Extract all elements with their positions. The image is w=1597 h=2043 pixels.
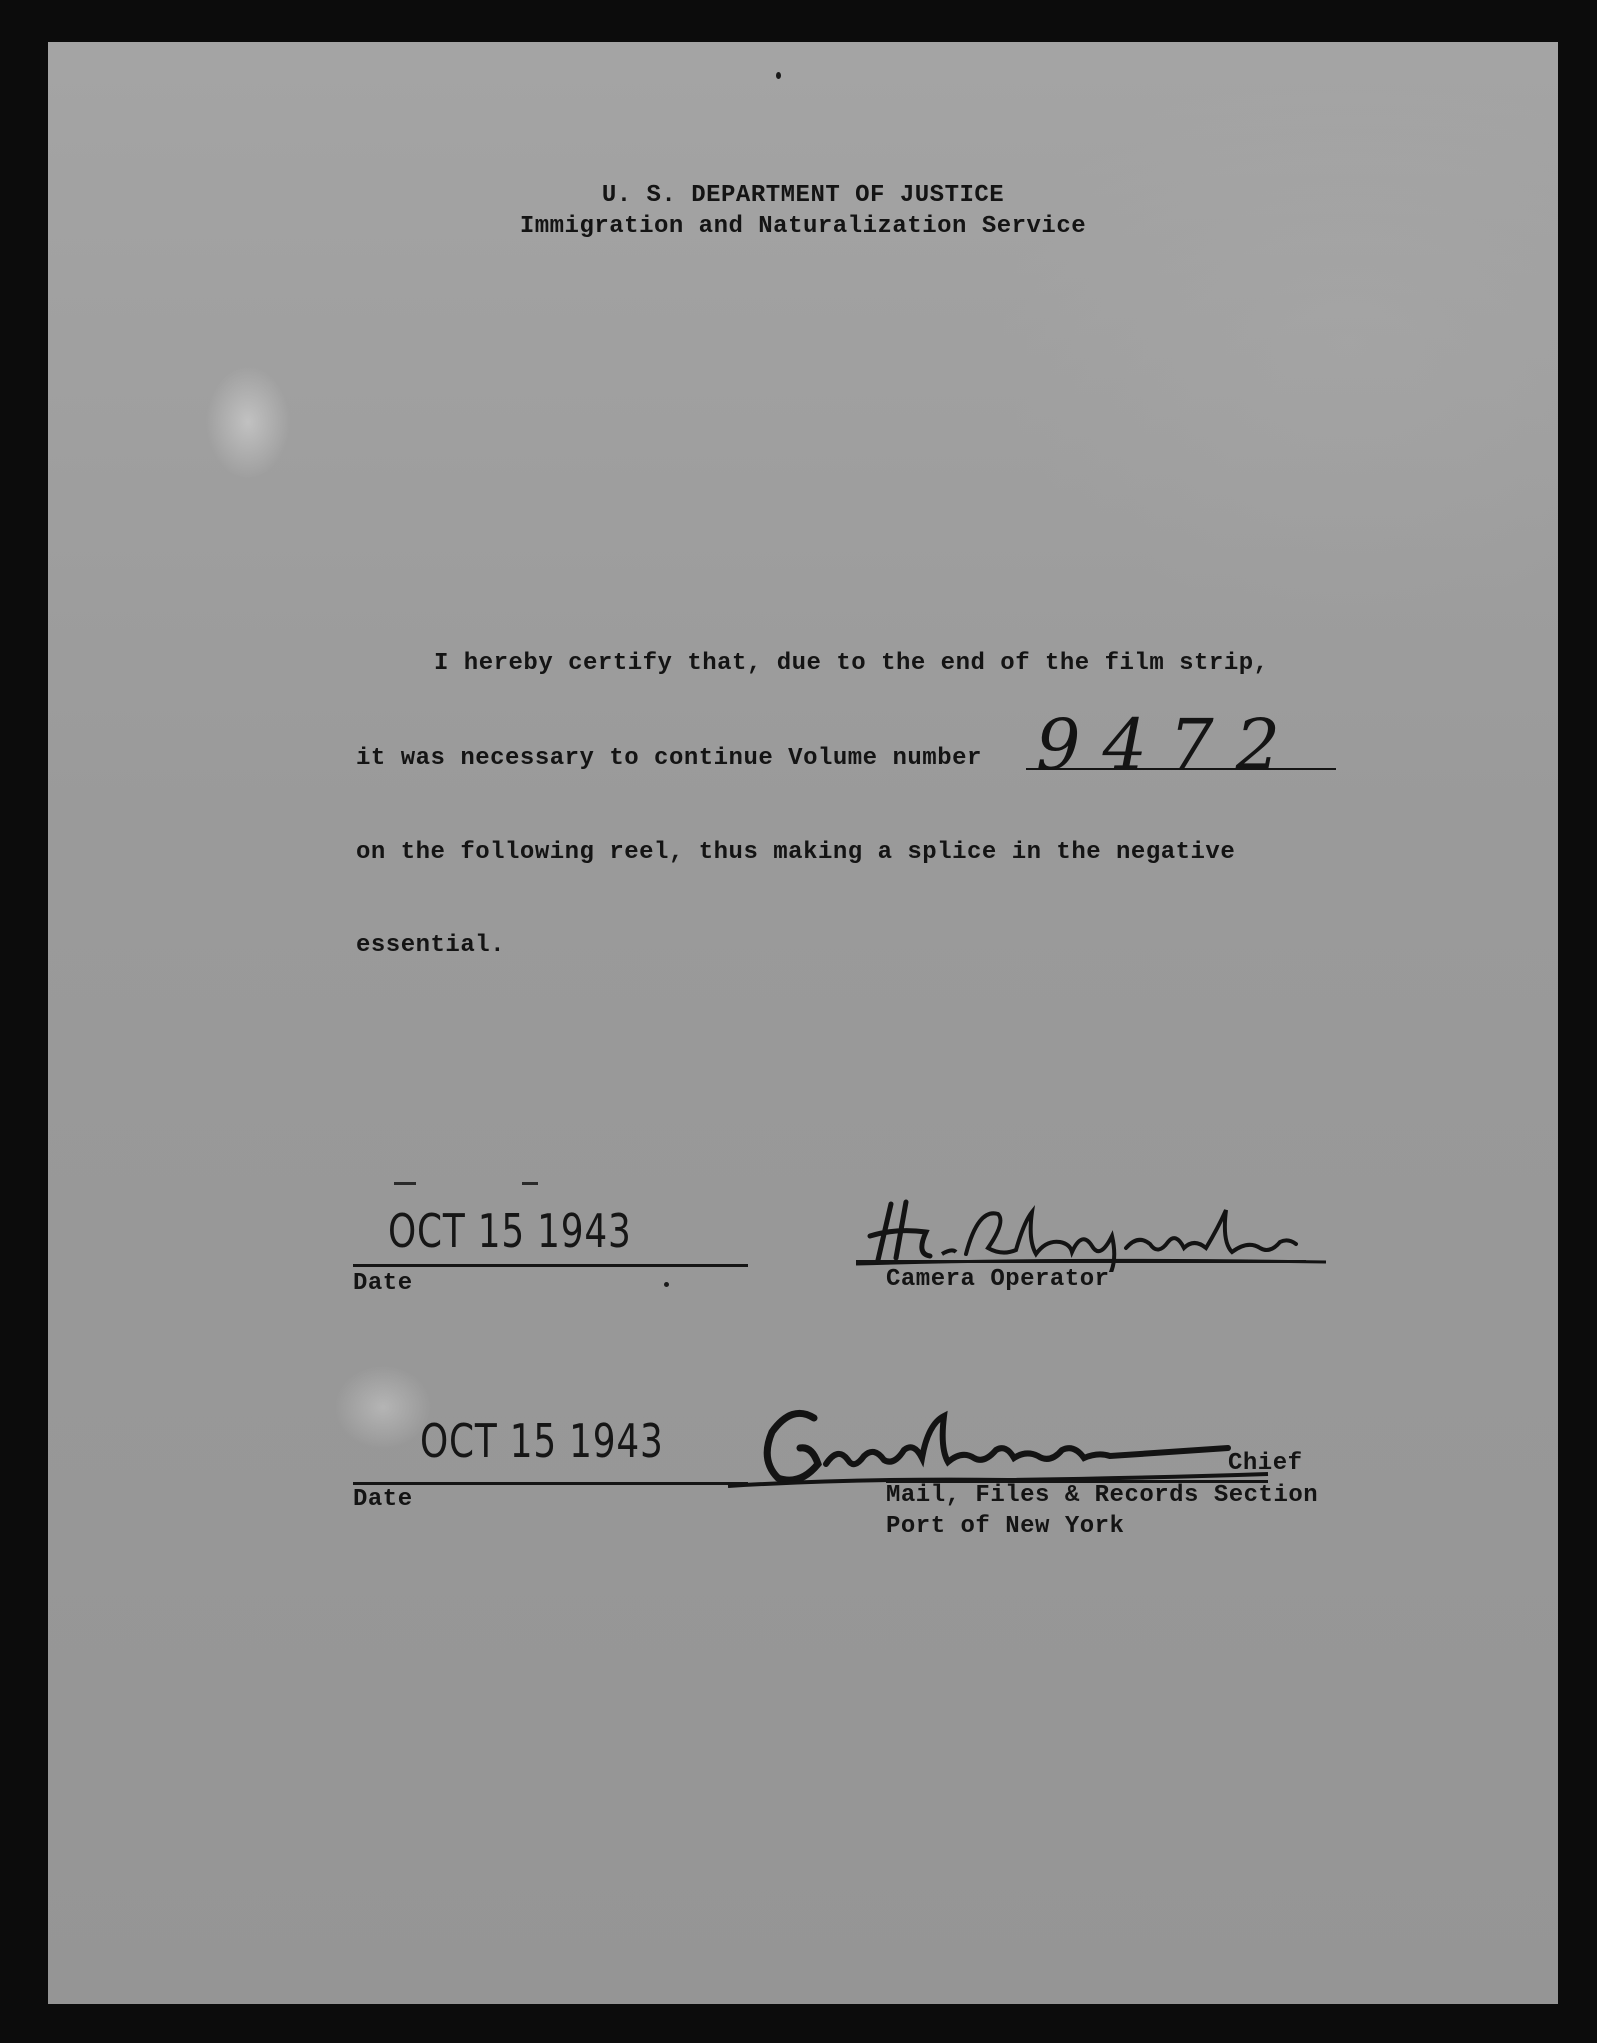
ink-speck — [664, 1282, 669, 1287]
certificate-line-3: on the following reel, thus making a splice in the negative — [356, 839, 1236, 866]
document-page — [48, 42, 1558, 2004]
agency-subtitle: Immigration and Naturalization Service — [519, 213, 1087, 240]
certificate-line-1: I hereby certify that, due to the end of the film strip, — [434, 650, 1269, 677]
camera-operator-title: Camera Operator — [886, 1266, 1110, 1293]
date-stamp-camera: OCT 15 1943 — [388, 1204, 632, 1258]
stamp-smudge — [522, 1182, 538, 1185]
ink-speck — [776, 72, 781, 79]
section-title: Mail, Files & Records Section — [886, 1482, 1319, 1509]
certificate-line-4: essential. — [356, 932, 506, 959]
stamp-smudge — [394, 1182, 416, 1185]
date-line-chief — [353, 1482, 748, 1485]
port-title: Port of New York — [886, 1513, 1125, 1540]
agency-title: U. S. DEPARTMENT OF JUSTICE — [601, 182, 1005, 209]
date-label-camera: Date — [353, 1270, 413, 1297]
chief-signature — [708, 1394, 1308, 1494]
date-stamp-chief: OCT 15 1943 — [420, 1414, 664, 1468]
signature-line-camera — [856, 1260, 1306, 1263]
chief-title: Chief — [1228, 1450, 1303, 1477]
date-line-camera — [353, 1264, 748, 1267]
date-label-chief: Date — [353, 1486, 413, 1513]
volume-number-handwritten: 9472 — [1036, 704, 1303, 786]
certificate-line-2: it was necessary to continue Volume number — [356, 745, 982, 772]
